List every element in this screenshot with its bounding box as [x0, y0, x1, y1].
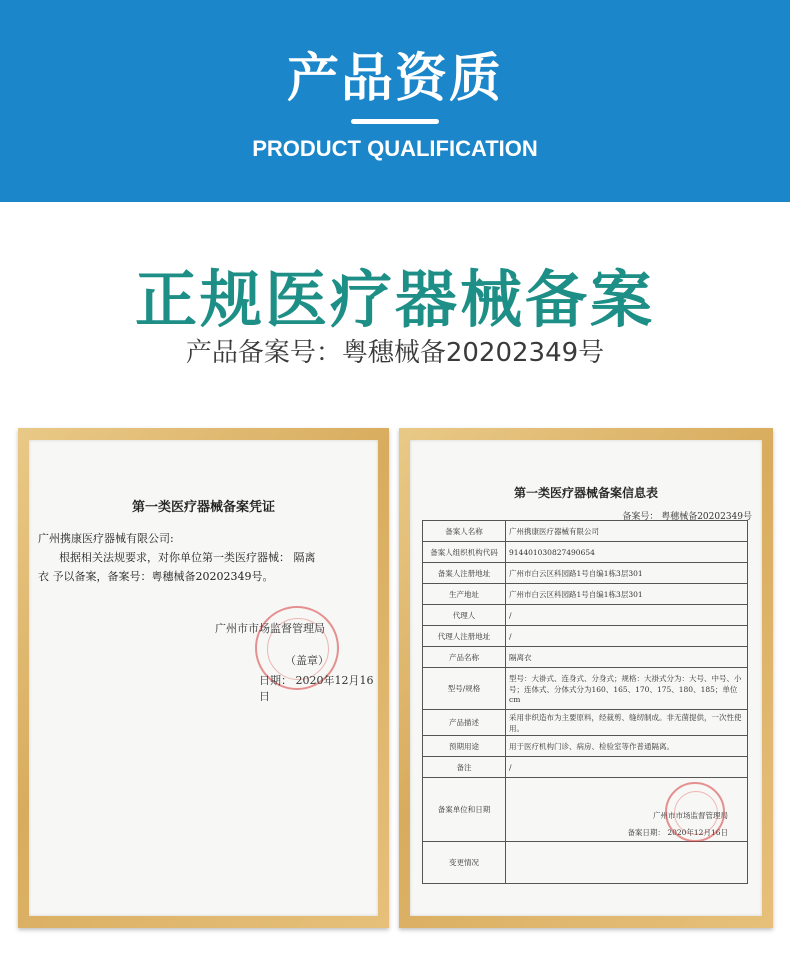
certificate-date: 日期： 2020年12月16日 [259, 674, 374, 703]
row-value: / [506, 605, 748, 626]
row-value: 隔离衣 [506, 647, 748, 668]
certificate-issuer: 广州市市场监督管理局 [215, 622, 325, 635]
certificate-frame [18, 428, 389, 928]
row-value [506, 778, 748, 842]
table-row [423, 757, 748, 778]
row-key: 备案单位和日期 [423, 778, 506, 842]
table-row [423, 647, 748, 668]
table-row [423, 605, 748, 626]
info-sheet-title: 第一类医疗器械备案信息表 [513, 486, 658, 500]
table-row [423, 626, 748, 647]
row-value: 广州携康医疗器械有限公司 [506, 521, 748, 542]
row-value: 广州市白云区科园路1号自编1栋3层301 [506, 584, 748, 605]
banner-divider [351, 119, 439, 124]
certificate-body-line: 衣 予以备案，备案号：粤穗械备20202349号。 [38, 570, 274, 583]
row-key: 生产地址 [423, 584, 506, 605]
row-value: 91440103082749065​4 [506, 542, 748, 563]
certificate-addressee: 广州携康医疗器械有限公司: [38, 532, 174, 545]
table-row [423, 584, 748, 605]
table-row [423, 668, 748, 710]
certificate-title: 第一类医疗器械备案凭证 [131, 500, 275, 515]
table-row [423, 542, 748, 563]
row-key: 代理人 [423, 605, 506, 626]
table-row [423, 736, 748, 757]
info-table [422, 520, 748, 884]
info-sheet-document [410, 440, 762, 916]
row-key: 预期用途 [423, 736, 506, 757]
row-key: 产品名称 [423, 647, 506, 668]
seal-ring [674, 791, 719, 836]
row-value: 广州市白云区科园路1号自编1栋3层301 [506, 563, 748, 584]
table-row [423, 842, 748, 884]
row-value: / [506, 626, 748, 647]
page-title: 正规医疗器械备案 [134, 263, 655, 336]
table-row [423, 710, 748, 736]
record-number: 产品备案号：粤穗械备20202349号 [185, 338, 605, 368]
row-key: 备注 [423, 757, 506, 778]
row-value: 用于医疗机构门诊、病房、检验室等作普通隔离。 [506, 736, 748, 757]
row-key: 备案人注册地址 [423, 563, 506, 584]
info-sheet-frame [399, 428, 773, 928]
row-value: / [506, 757, 748, 778]
row-key: 代理人注册地址 [423, 626, 506, 647]
official-seal-stamp [665, 782, 725, 842]
info-issuer: 广州市市场监督管理局 [653, 810, 728, 820]
row-key: 产品描述 [423, 710, 506, 736]
row-value: 型号：大褂式、连身式、分身式；规格：大褂式分为：大号、中号、小号；连体式、分体式分为160、165、170、175、180、185；单位cm [506, 668, 748, 710]
banner-title: 产品资质 [286, 49, 503, 109]
row-key: 备案人名称 [423, 521, 506, 542]
banner-subtitle: PRODUCT QUALIFICATION [252, 136, 538, 161]
table-row [423, 521, 748, 542]
row-key: 型号/规格 [423, 668, 506, 710]
certificate-body-line: 根据相关法规要求，对你单位第一类医疗器械： 隔离 [59, 551, 316, 564]
row-key: 变更情况 [423, 842, 506, 884]
row-value [506, 842, 748, 884]
info-date: 备案日期： 2020年12月16日 [627, 827, 728, 837]
row-value: 采用非织造布为主要原料，经裁剪、缝纫制成。非无菌提供，一次性使用。 [506, 710, 748, 736]
table-row [423, 778, 748, 842]
row-key: 备案人组织机构代码 [423, 542, 506, 563]
seal-label: （盖章） [285, 654, 329, 667]
header-banner [0, 0, 790, 202]
table-row [423, 563, 748, 584]
info-sheet-record-no: 备案号： 粤穗械备20202349号 [622, 512, 752, 522]
certificate-document [29, 440, 378, 916]
